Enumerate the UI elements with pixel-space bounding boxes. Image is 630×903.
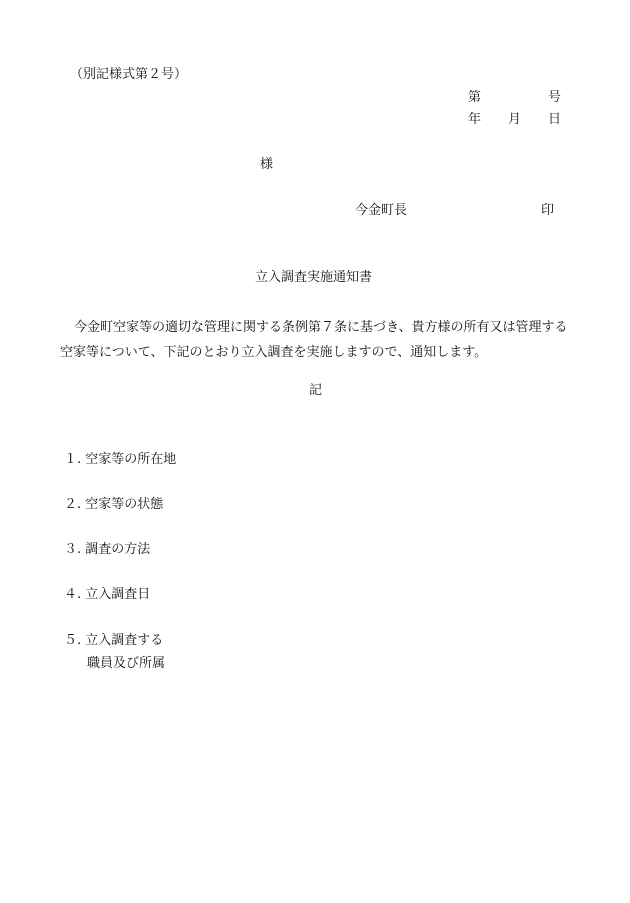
date-day: 日 (548, 112, 562, 127)
item-inspection-method: ３. 調査の方法 (64, 542, 151, 557)
date-year: 年 (468, 112, 482, 127)
document-number-suffix: 号 (548, 90, 562, 105)
form-number: （別記様式第２号） (70, 67, 188, 82)
item-inspection-date: ４. 立入調査日 (64, 587, 151, 602)
sender-title: 今金町長 (355, 203, 408, 218)
item-property-condition: ２. 空家等の状態 (64, 497, 164, 512)
document-title: 立入調査実施通知書 (255, 270, 373, 285)
item-inspecting-staff-continuation: 職員及び所属 (87, 656, 166, 671)
body-paragraph: 今金町空家等の適切な管理に関する条例第７条に基づき、貴方様の所有又は管理する空家等について、下記のとおり立入調査を実施しますので、通知します。 (60, 320, 568, 360)
item-property-location: １. 空家等の所在地 (64, 452, 177, 467)
seal-mark: 印 (541, 203, 555, 218)
document-number-prefix: 第 (468, 90, 482, 105)
addressee-honorific: 様 (260, 157, 274, 172)
item-inspecting-staff: ５. 立入調査する (64, 633, 164, 648)
ki-heading: 記 (309, 383, 323, 398)
date-month: 月 (508, 112, 522, 127)
